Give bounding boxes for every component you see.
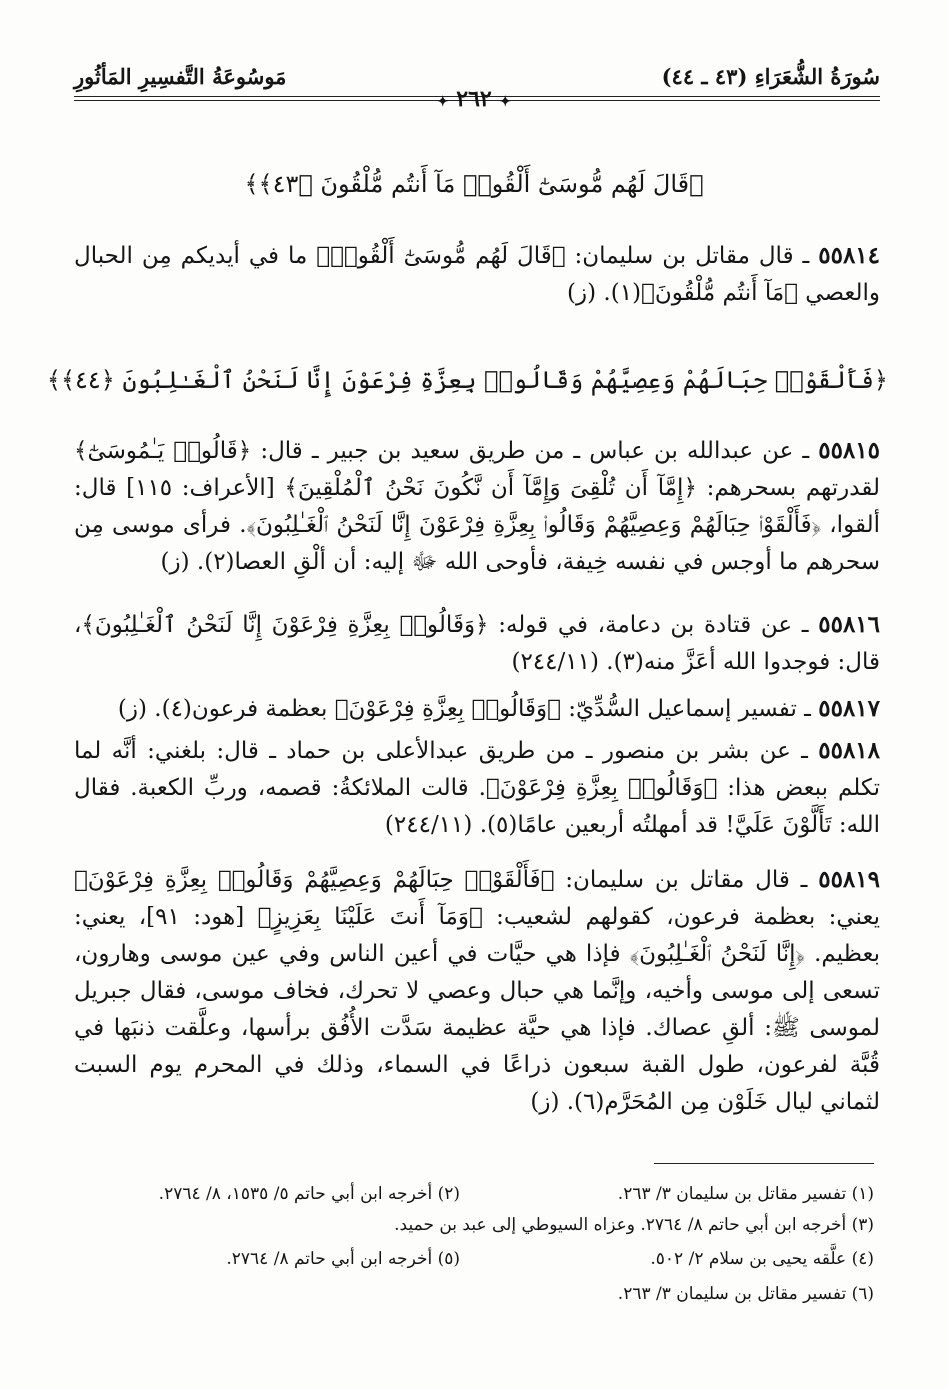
footnote-1: (١) تفسير مقاتل بن سليمان ٣/ ٢٦٣. bbox=[617, 1184, 874, 1204]
entry-number: ٥٥٨١٤ bbox=[818, 242, 881, 269]
entry-text: ـ قال مقاتل بن سليمان: ﴿قَالَ لَهُم مُّوسَىٰٓ أَلْقُوا۟﴾ ما في أيديكم مِن الحبال والعصي ﴿مَآ أَنتُم مُّلْقُونَ﴾(١). (ز) bbox=[74, 243, 880, 306]
quran-verse-44: ﴿فَأَلْقَوْا۟ حِبَالَهُمْ وَعِصِيَّهُمْ وَقَالُوا۟ بِعِزَّةِ فِرْعَوْنَ إِنَّا لَنَحْنُ ٱلْغَـٰلِبُونَ ﴿٤٤﴾﴾ bbox=[46, 366, 888, 394]
ornament-icon: ✦ bbox=[499, 94, 512, 110]
entry-55816 bbox=[74, 606, 880, 681]
entry-text: ـ عن قتادة بن دعامة، في قوله: ﴿وَقَالُوا۟ بِعِزَّةِ فِرْعَوْنَ إِنَّا لَنَحْنُ ٱلْغَـٰلِبُونَ﴾، قال: فوجدوا الله أعَزَّ منه(٣). (٢٤٤/١١) bbox=[74, 612, 880, 675]
entry-number: ٥٥٨١٩ bbox=[818, 866, 880, 893]
footnote-4: (٤) علَّقه يحيى بن سلام ٢/ ٥٠٢. bbox=[650, 1249, 874, 1269]
entry-number: ٥٥٨١٧ bbox=[818, 695, 880, 722]
entry-number: ٥٥٨١٦ bbox=[818, 611, 881, 638]
footnote-3: (٣) أخرجه ابن أبي حاتم ٨/ ٢٧٦٤. وعزاه السيوطي إلى عبد بن حميد. bbox=[394, 1215, 874, 1235]
quran-verse-43: ﴿قَالَ لَهُم مُّوسَىٰٓ أَلْقُوا۟ مَآ أَنتُم مُّلْقُونَ ﴿٤٣﴾﴾ bbox=[244, 170, 704, 198]
entry-55818 bbox=[74, 732, 880, 844]
entry-number: ٥٥٨١٥ bbox=[818, 437, 880, 464]
entry-text: ـ تفسير إسماعيل السُّدِّيّ: ﴿وَقَالُوا۟ بِعِزَّةِ فِرْعَوْنَ﴾ بعظمة فرعون(٤). (ز) bbox=[117, 696, 811, 722]
footnote-separator bbox=[654, 1163, 874, 1164]
entry-text: ـ عن عبدالله بن عباس ـ من طريق سعيد بن جبير ـ قال: ﴿قَالُوا۟ يَـٰمُوسَىٰٓ﴾ لقدرتهم بسحرهم: ﴿إِمَّآ أَن تُلْقِىَ وَإِمَّآ أَن نَّكُونَ نَحْنُ ٱلْمُلْقِينَ﴾ [الأعراف: ١١٥] قال: ألقوا، ﴿فَأَلْقَوْا۟ حِبَالَهُمْ وَعِصِيَّهُمْ وَقَالُوا۟ بِعِزَّةِ فِرْعَوْنَ إِنَّا لَنَحْنُ ٱلْغَـٰلِبُونَ﴾. فرأى موسى مِن سحرهم ما أوجس في نفسه خِيفة، فأوحى الله ﷻ إليه: أن ألْقِ العصا(٢). (ز) bbox=[74, 438, 880, 575]
page-number-line bbox=[0, 86, 948, 112]
entry-text: ـ عن بشر بن منصور ـ من طريق عبدالأعلى بن حماد ـ قال: بلغني: أنَّه لما تكلم ببعض هذا: ﴿وَقَالُوا۟ بِعِزَّةِ فِرْعَوْنَ﴾. قالت الملائكةُ: قصمه، وربِّ الكعبة. فقال الله: تَأَلَّوْنَ عَلَيَّ! قد أمهلتُه أربعين عامًا(٥). (٢٤٤/١١) bbox=[74, 738, 880, 838]
entry-55815 bbox=[74, 432, 880, 581]
surah-header: سُورَةُ الشُّعَرَاءِ (٤٣ ـ ٤٤) bbox=[661, 64, 880, 89]
entry-55814 bbox=[74, 237, 880, 312]
footnote-6: (٦) تفسير مقاتل بن سليمان ٣/ ٢٦٣. bbox=[617, 1284, 874, 1304]
entry-55819 bbox=[74, 861, 880, 1121]
entry-text: ـ قال مقاتل بن سليمان: ﴿فَأَلْقَوْا۟ حِبَالَهُمْ وَعِصِيَّهُمْ وَقَالُوا۟ بِعِزَّةِ فِرْعَوْنَ﴾ يعني: بعظمة فرعون، كقولهم لشعيب: ﴿وَمَآ أَنتَ عَلَيْنَا بِعَزِيزٍ﴾ [هود: ٩١]، يعني: بعظيم. ﴿إِنَّا لَنَحْنُ ٱلْغَـٰلِبُونَ﴾ فإذا هي حيَّات في أعين الناس وفي عين موسى وهارون، تسعى إلى موسى وأخيه، وإنَّما هي حبال وعصي لا تحرك، فخاف موسى، فقال جبريل لموسى ﷺ: ألقِ عصاك. فإذا هي حيَّة عظيمة سَدَّت الأُفُق برأسها، وعلَّقت ذنبَها في قُبَّة لفرعون، طول القبة سبعون ذراعًا في السماء، وذلك في المحرم يوم السبت لثماني ليال خَلَوْن مِن المُحَرَّم(٦). (ز) bbox=[74, 867, 880, 1115]
footnote-2: (٢) أخرجه ابن أبي حاتم ٥/ ١٥٣٥، ٨/ ٢٧٦٤. bbox=[158, 1184, 460, 1204]
entry-number: ٥٥٨١٨ bbox=[818, 737, 881, 764]
footnote-5: (٥) أخرجه ابن أبي حاتم ٨/ ٢٧٦٤. bbox=[226, 1249, 460, 1269]
book-title: مَوسُوعَةُ التَّفسِيرِ المَأثُورِ bbox=[74, 64, 287, 89]
page-number: ٢٦٢ bbox=[456, 86, 492, 112]
ornament-icon: ✦ bbox=[436, 94, 449, 110]
entry-55817 bbox=[74, 690, 880, 728]
